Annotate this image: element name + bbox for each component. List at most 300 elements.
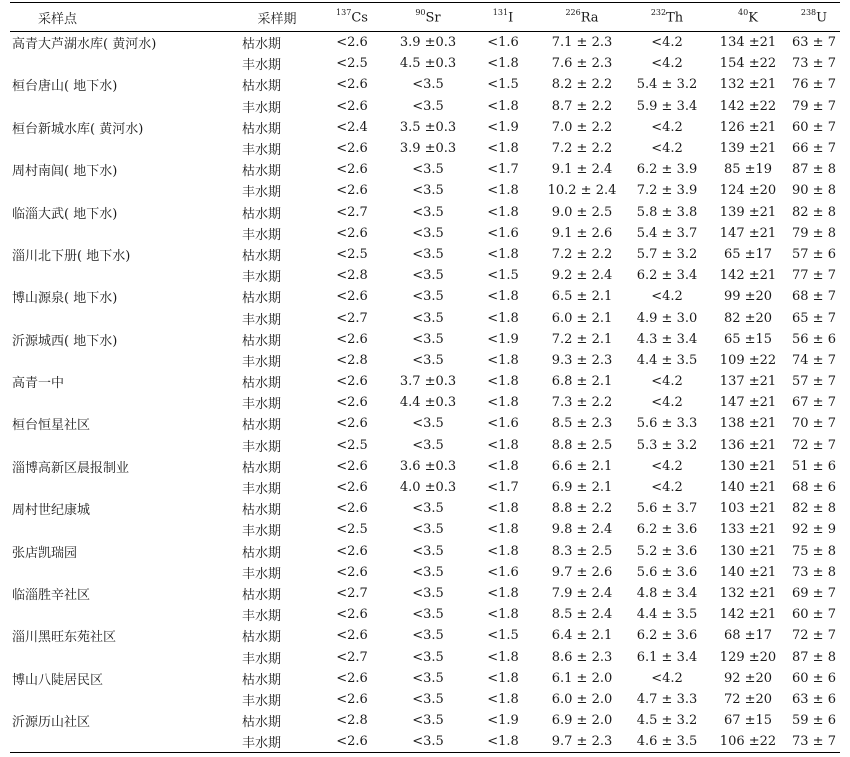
cell-sr: 4.4 ±0.3 — [399, 395, 457, 411]
cell-i: <1.6 — [487, 564, 519, 580]
table-row — [10, 392, 840, 413]
cell-site — [10, 53, 238, 74]
cell-k: 130 ±21 — [719, 543, 777, 559]
cell-site — [10, 646, 238, 667]
cell-site — [10, 477, 238, 498]
cell-k: 65 ±17 — [723, 246, 773, 262]
cell-th: 4.6 ± 3.5 — [626, 731, 708, 753]
cell-th: 4.4 ± 3.5 — [636, 607, 698, 623]
cell-cs: <2.5 — [336, 522, 368, 538]
cell-th: <4.2 — [651, 458, 683, 474]
cell-period: 丰水期 — [242, 354, 282, 370]
cell-ra: 6.9 ± 2.1 — [551, 480, 613, 496]
cell-u: 67 ± 7 — [792, 395, 836, 411]
cell-sr: <3.5 — [412, 691, 444, 707]
cell-u: 63 ± 6 — [792, 691, 836, 707]
cell-th: <4.2 — [651, 374, 683, 390]
cell-period: 枯水期 — [242, 121, 282, 137]
cell-i: <1.8 — [487, 522, 519, 538]
cell-i: <1.9 — [487, 713, 519, 729]
cell-cs: <2.6 — [336, 225, 368, 241]
header-i-element: I — [508, 10, 514, 26]
header-row — [10, 3, 840, 32]
cell-sr: 4.0 ±0.3 — [399, 480, 457, 496]
cell-sr: <3.5 — [412, 543, 444, 559]
table-row — [10, 625, 840, 646]
cell-site — [10, 392, 238, 413]
cell-cs: <2.6 — [336, 331, 368, 347]
cell-site — [10, 307, 238, 328]
cell-th: 5.4 ± 3.2 — [636, 77, 698, 93]
cell-u: 59 ± 6 — [792, 713, 836, 729]
cell-k: 132 ±21 — [719, 585, 777, 601]
table-row — [10, 329, 840, 350]
cell-i: <1.9 — [487, 119, 519, 135]
cell-k: 99 ±20 — [723, 289, 773, 305]
cell-ra: 8.5 ± 2.4 — [551, 607, 613, 623]
cell-ra: 7.6 ± 2.3 — [551, 56, 613, 72]
cell-k: 68 ±17 — [723, 628, 773, 644]
cell-site: 临淄胜辛社区 — [12, 587, 91, 603]
table-row — [10, 435, 840, 456]
cell-site: 淄川黑旺东苑社区 — [12, 630, 117, 646]
cell-th: 6.2 ± 3.6 — [636, 628, 698, 644]
cell-th: <4.2 — [651, 670, 683, 686]
cell-sr: 3.7 ±0.3 — [399, 374, 457, 390]
cell-i: <1.8 — [487, 670, 519, 686]
cell-i: <1.8 — [487, 56, 519, 72]
table-row — [10, 519, 840, 540]
cell-i: <1.8 — [487, 395, 519, 411]
cell-u: 72 ± 7 — [792, 437, 836, 453]
cell-sr: <3.5 — [412, 183, 444, 199]
cell-sr: <3.5 — [412, 204, 444, 220]
cell-i: <1.9 — [487, 331, 519, 347]
cell-ra: 7.2 ± 2.2 — [551, 246, 613, 262]
cell-th: 6.2 ± 3.9 — [636, 162, 698, 178]
cell-th: <4.2 — [651, 289, 683, 305]
cell-site: 博山源泉( 地下水) — [12, 291, 118, 307]
cell-th: 5.8 ± 3.8 — [636, 204, 698, 220]
cell-ra: 8.6 ± 2.3 — [551, 649, 613, 665]
cell-cs: <2.5 — [336, 437, 368, 453]
cell-u: 90 ± 8 — [792, 183, 836, 199]
table-row — [10, 202, 840, 223]
cell-period: 枯水期 — [242, 79, 282, 95]
cell-u: 60 ± 7 — [792, 607, 836, 623]
cell-ra: 7.2 ± 2.2 — [551, 141, 613, 157]
cell-i: <1.8 — [487, 543, 519, 559]
cell-period: 丰水期 — [242, 439, 282, 455]
header-th-element: Th — [666, 10, 684, 26]
cell-u: 57 ± 6 — [792, 246, 836, 262]
cell-sr: 3.5 ±0.3 — [399, 119, 457, 135]
header-sr — [388, 3, 468, 32]
table-row — [10, 541, 840, 562]
cell-u: 60 ± 6 — [792, 670, 836, 686]
cell-cs: <2.6 — [316, 731, 388, 753]
cell-u: 73 ± 7 — [788, 731, 840, 753]
cell-site: 博山八陡居民区 — [12, 672, 104, 688]
cell-cs: <2.6 — [336, 374, 368, 390]
cell-k: 82 ±20 — [723, 310, 773, 326]
cell-period: 丰水期 — [242, 312, 282, 328]
header-i — [468, 3, 538, 32]
cell-ra: 8.8 ± 2.5 — [551, 437, 613, 453]
cell-k: 109 ±22 — [719, 352, 777, 368]
header-cs-mass: 137 — [336, 7, 352, 17]
cell-ra: 8.3 ± 2.5 — [551, 543, 613, 559]
cell-cs: <2.4 — [336, 119, 368, 135]
cell-site — [10, 96, 238, 117]
cell-ra: 9.8 ± 2.4 — [551, 522, 613, 538]
cell-u: 82 ± 8 — [792, 204, 836, 220]
cell-i: <1.6 — [487, 225, 519, 241]
cell-k: 139 ±21 — [719, 204, 777, 220]
cell-cs: <2.6 — [336, 183, 368, 199]
header-th — [626, 3, 708, 32]
cell-period: 丰水期 — [242, 100, 282, 116]
cell-u: 68 ± 6 — [792, 480, 836, 496]
cell-th: 6.1 ± 3.4 — [636, 649, 698, 665]
cell-k: 154 ±22 — [719, 56, 777, 72]
table-row — [10, 477, 840, 498]
cell-th: <4.2 — [651, 56, 683, 72]
cell-ra: 8.5 ± 2.3 — [551, 416, 613, 432]
cell-i: <1.7 — [487, 162, 519, 178]
cell-period: 丰水期 — [242, 693, 282, 709]
header-u-element: U — [816, 10, 828, 26]
cell-period: 丰水期 — [242, 270, 282, 286]
table-row — [10, 562, 840, 583]
cell-sr: <3.5 — [412, 649, 444, 665]
cell-cs: <2.6 — [336, 628, 368, 644]
cell-i: <1.7 — [487, 480, 519, 496]
cell-u: 79 ± 8 — [792, 225, 836, 241]
cell-u: 87 ± 8 — [792, 162, 836, 178]
cell-u: 75 ± 8 — [792, 543, 836, 559]
cell-sr: <3.5 — [412, 437, 444, 453]
cell-period: 丰水期 — [242, 609, 282, 625]
cell-u: 73 ± 7 — [792, 56, 836, 72]
cell-period: 丰水期 — [242, 524, 282, 540]
cell-i: <1.6 — [487, 416, 519, 432]
cell-cs: <2.6 — [336, 564, 368, 580]
header-k — [708, 3, 788, 32]
cell-cs: <2.7 — [336, 649, 368, 665]
cell-site: 张店凯瑞园 — [12, 545, 78, 561]
cell-u: 56 ± 6 — [792, 331, 836, 347]
cell-site — [10, 223, 238, 244]
cell-ra: 7.9 ± 2.4 — [551, 585, 613, 601]
cell-i: <1.8 — [487, 310, 519, 326]
cell-site: 高青一中 — [12, 376, 65, 392]
cell-u: 92 ± 9 — [792, 522, 836, 538]
table-row — [10, 286, 840, 307]
cell-period: 枯水期 — [242, 248, 282, 264]
cell-site — [10, 138, 238, 159]
cell-sr: <3.5 — [412, 162, 444, 178]
cell-k: 124 ±20 — [719, 183, 777, 199]
table-row — [10, 117, 840, 138]
cell-sr: <3.5 — [412, 352, 444, 368]
cell-site: 周村南闾( 地下水) — [12, 164, 118, 180]
cell-k: 138 ±21 — [719, 416, 777, 432]
cell-i: <1.8 — [487, 458, 519, 474]
header-u — [788, 3, 840, 32]
header-i-mass: 131 — [492, 7, 509, 17]
cell-site — [10, 604, 238, 625]
cell-ra: 7.0 ± 2.2 — [551, 119, 613, 135]
header-th-mass: 232 — [650, 7, 667, 17]
cell-i: <1.8 — [487, 141, 519, 157]
cell-k: 132 ±21 — [719, 77, 777, 93]
cell-th: <4.2 — [651, 35, 683, 51]
cell-cs: <2.6 — [336, 670, 368, 686]
table-row — [10, 74, 840, 95]
cell-site: 高青大芦湖水库( 黄河水) — [12, 37, 157, 53]
cell-i: <1.8 — [487, 607, 519, 623]
cell-th: <4.2 — [651, 395, 683, 411]
cell-i: <1.8 — [487, 374, 519, 390]
cell-i: <1.6 — [487, 35, 519, 51]
cell-cs: <2.7 — [336, 310, 368, 326]
table-row — [10, 265, 840, 286]
table-row — [10, 646, 840, 667]
table-row — [10, 350, 840, 371]
cell-ra: 8.8 ± 2.2 — [551, 501, 613, 517]
cell-i: <1.5 — [487, 628, 519, 644]
table-row — [10, 96, 840, 117]
table-row — [10, 498, 840, 519]
cell-u: 65 ± 7 — [792, 310, 836, 326]
cell-site: 桓台唐山( 地下水) — [12, 79, 118, 95]
header-k-mass: 40 — [738, 7, 749, 17]
table-row — [10, 689, 840, 710]
cell-cs: <2.6 — [336, 480, 368, 496]
cell-site — [10, 731, 238, 753]
table-row — [10, 456, 840, 477]
cell-ra: 9.1 ± 2.4 — [551, 162, 613, 178]
cell-th: 5.7 ± 3.2 — [636, 246, 698, 262]
cell-cs: <2.6 — [336, 543, 368, 559]
cell-i: <1.8 — [468, 731, 538, 753]
cell-k: 126 ±21 — [719, 119, 777, 135]
cell-period: 枯水期 — [242, 164, 282, 180]
cell-ra: 9.7 ± 2.6 — [551, 564, 613, 580]
cell-site: 沂源城西( 地下水) — [12, 333, 118, 349]
cell-u: 82 ± 8 — [792, 501, 836, 517]
cell-period: 枯水期 — [242, 291, 282, 307]
cell-u: 51 ± 6 — [792, 458, 836, 474]
cell-period: 丰水期 — [238, 731, 316, 753]
cell-sr: <3.5 — [412, 310, 444, 326]
cell-k: 140 ±21 — [719, 564, 777, 580]
cell-period: 丰水期 — [242, 397, 282, 413]
cell-i: <1.8 — [487, 204, 519, 220]
cell-k: 103 ±21 — [719, 501, 777, 517]
cell-th: 6.2 ± 3.6 — [636, 522, 698, 538]
cell-th: 4.7 ± 3.3 — [636, 691, 698, 707]
cell-cs: <2.6 — [336, 416, 368, 432]
cell-ra: 6.5 ± 2.1 — [551, 289, 613, 305]
cell-sr: <3.5 — [412, 98, 444, 114]
cell-cs: <2.6 — [336, 141, 368, 157]
cell-sr: 3.6 ±0.3 — [399, 458, 457, 474]
data-table-container — [10, 2, 840, 753]
cell-sr: <3.5 — [412, 670, 444, 686]
table-row — [10, 307, 840, 328]
cell-u: 73 ± 8 — [792, 564, 836, 580]
cell-k: 137 ±21 — [719, 374, 777, 390]
header-cs — [316, 3, 388, 32]
cell-period: 丰水期 — [242, 185, 282, 201]
table-row — [10, 731, 840, 753]
cell-ra: 9.0 ± 2.5 — [551, 204, 613, 220]
cell-cs: <2.8 — [336, 268, 368, 284]
cell-k: 133 ±21 — [719, 522, 777, 538]
cell-i: <1.8 — [487, 437, 519, 453]
cell-site — [10, 519, 238, 540]
cell-th: <4.2 — [651, 119, 683, 135]
cell-site — [10, 265, 238, 286]
cell-cs: <2.6 — [336, 458, 368, 474]
table-body — [10, 32, 840, 753]
cell-ra: 6.4 ± 2.1 — [551, 628, 613, 644]
cell-th: 4.5 ± 3.2 — [636, 713, 698, 729]
table-row — [10, 710, 840, 731]
cell-period: 枯水期 — [242, 587, 282, 603]
cell-u: 77 ± 7 — [792, 268, 836, 284]
table-header — [10, 3, 840, 32]
cell-ra: 9.2 ± 2.4 — [551, 268, 613, 284]
header-ra-element: Ra — [580, 10, 599, 26]
cell-cs: <2.6 — [336, 289, 368, 305]
cell-cs: <2.6 — [336, 691, 368, 707]
cell-th: 4.8 ± 3.4 — [636, 585, 698, 601]
cell-site: 淄川北下册( 地下水) — [12, 248, 131, 264]
cell-i: <1.8 — [487, 352, 519, 368]
cell-i: <1.5 — [487, 77, 519, 93]
cell-th: 4.9 ± 3.0 — [636, 310, 698, 326]
cell-sr: <3.5 — [412, 331, 444, 347]
header-cs-element: Cs — [351, 10, 368, 26]
cell-ra: 9.7 ± 2.3 — [538, 731, 626, 753]
cell-ra: 7.2 ± 2.1 — [551, 331, 613, 347]
cell-site: 沂源历山社区 — [12, 715, 91, 731]
cell-ra: 6.1 ± 2.0 — [551, 670, 613, 686]
cell-u: 72 ± 7 — [792, 628, 836, 644]
cell-i: <1.5 — [487, 268, 519, 284]
header-site: 采样点 — [10, 3, 238, 32]
cell-ra: 6.8 ± 2.1 — [551, 374, 613, 390]
cell-k: 142 ±21 — [719, 268, 777, 284]
cell-ra: 6.0 ± 2.0 — [551, 691, 613, 707]
cell-sr: <3.5 — [412, 522, 444, 538]
cell-period: 丰水期 — [242, 143, 282, 159]
cell-sr: 3.9 ±0.3 — [399, 141, 457, 157]
cell-cs: <2.6 — [336, 501, 368, 517]
cell-period: 丰水期 — [242, 651, 282, 667]
cell-period: 丰水期 — [242, 58, 282, 74]
cell-u: 74 ± 7 — [792, 352, 836, 368]
cell-cs: <2.6 — [336, 607, 368, 623]
cell-period: 枯水期 — [242, 418, 282, 434]
cell-k: 130 ±21 — [719, 458, 777, 474]
cell-i: <1.8 — [487, 501, 519, 517]
cell-site — [10, 350, 238, 371]
cell-i: <1.8 — [487, 691, 519, 707]
cell-cs: <2.6 — [336, 98, 368, 114]
cell-k: 142 ±22 — [719, 98, 777, 114]
cell-sr: 4.5 ±0.3 — [399, 56, 457, 72]
cell-u: 68 ± 7 — [792, 289, 836, 305]
cell-cs: <2.7 — [336, 585, 368, 601]
cell-sr: <3.5 — [412, 628, 444, 644]
cell-period: 枯水期 — [242, 630, 282, 646]
cell-th: 5.3 ± 3.2 — [636, 437, 698, 453]
cell-ra: 7.1 ± 2.3 — [551, 35, 613, 51]
table-row — [10, 668, 840, 689]
cell-i: <1.8 — [487, 183, 519, 199]
cell-k: 72 ±20 — [723, 691, 773, 707]
cell-period: 枯水期 — [242, 715, 282, 731]
table-row — [10, 583, 840, 604]
cell-site — [10, 562, 238, 583]
cell-cs: <2.6 — [336, 395, 368, 411]
table-row — [10, 371, 840, 392]
cell-ra: 8.2 ± 2.2 — [551, 77, 613, 93]
cell-ra: 9.1 ± 2.6 — [551, 225, 613, 241]
cell-th: 5.6 ± 3.3 — [636, 416, 698, 432]
cell-period: 枯水期 — [242, 206, 282, 222]
cell-site — [10, 180, 238, 201]
cell-period: 枯水期 — [242, 672, 282, 688]
cell-ra: 6.0 ± 2.1 — [551, 310, 613, 326]
header-period: 采样期 — [238, 3, 316, 32]
cell-th: 7.2 ± 3.9 — [636, 183, 698, 199]
cell-sr: <3.5 — [412, 246, 444, 262]
cell-sr: <3.5 — [412, 77, 444, 93]
cell-th: <4.2 — [651, 141, 683, 157]
cell-site: 周村世纪康城 — [12, 503, 91, 519]
cell-sr: <3.5 — [412, 289, 444, 305]
cell-cs: <2.6 — [336, 162, 368, 178]
cell-k: 129 ±20 — [719, 649, 777, 665]
cell-th: 5.2 ± 3.6 — [636, 543, 698, 559]
cell-th: 5.4 ± 3.7 — [636, 225, 698, 241]
cell-k: 136 ±21 — [719, 437, 777, 453]
cell-th: 5.6 ± 3.7 — [636, 501, 698, 517]
cell-th: 4.3 ± 3.4 — [636, 331, 698, 347]
cell-period: 枯水期 — [242, 37, 282, 53]
cell-period: 枯水期 — [242, 333, 282, 349]
cell-k: 85 ±19 — [723, 162, 773, 178]
table-row — [10, 604, 840, 625]
cell-k: 147 ±21 — [719, 225, 777, 241]
cell-th: 5.9 ± 3.4 — [636, 98, 698, 114]
cell-site — [10, 435, 238, 456]
cell-period: 枯水期 — [242, 545, 282, 561]
header-ra-mass: 226 — [565, 7, 581, 17]
cell-cs: <2.5 — [336, 56, 368, 72]
cell-u: 69 ± 7 — [792, 585, 836, 601]
cell-site: 桓台恒星社区 — [12, 418, 91, 434]
cell-ra: 7.3 ± 2.2 — [551, 395, 613, 411]
cell-th: <4.2 — [651, 480, 683, 496]
cell-k: 142 ±21 — [719, 607, 777, 623]
table-row — [10, 138, 840, 159]
